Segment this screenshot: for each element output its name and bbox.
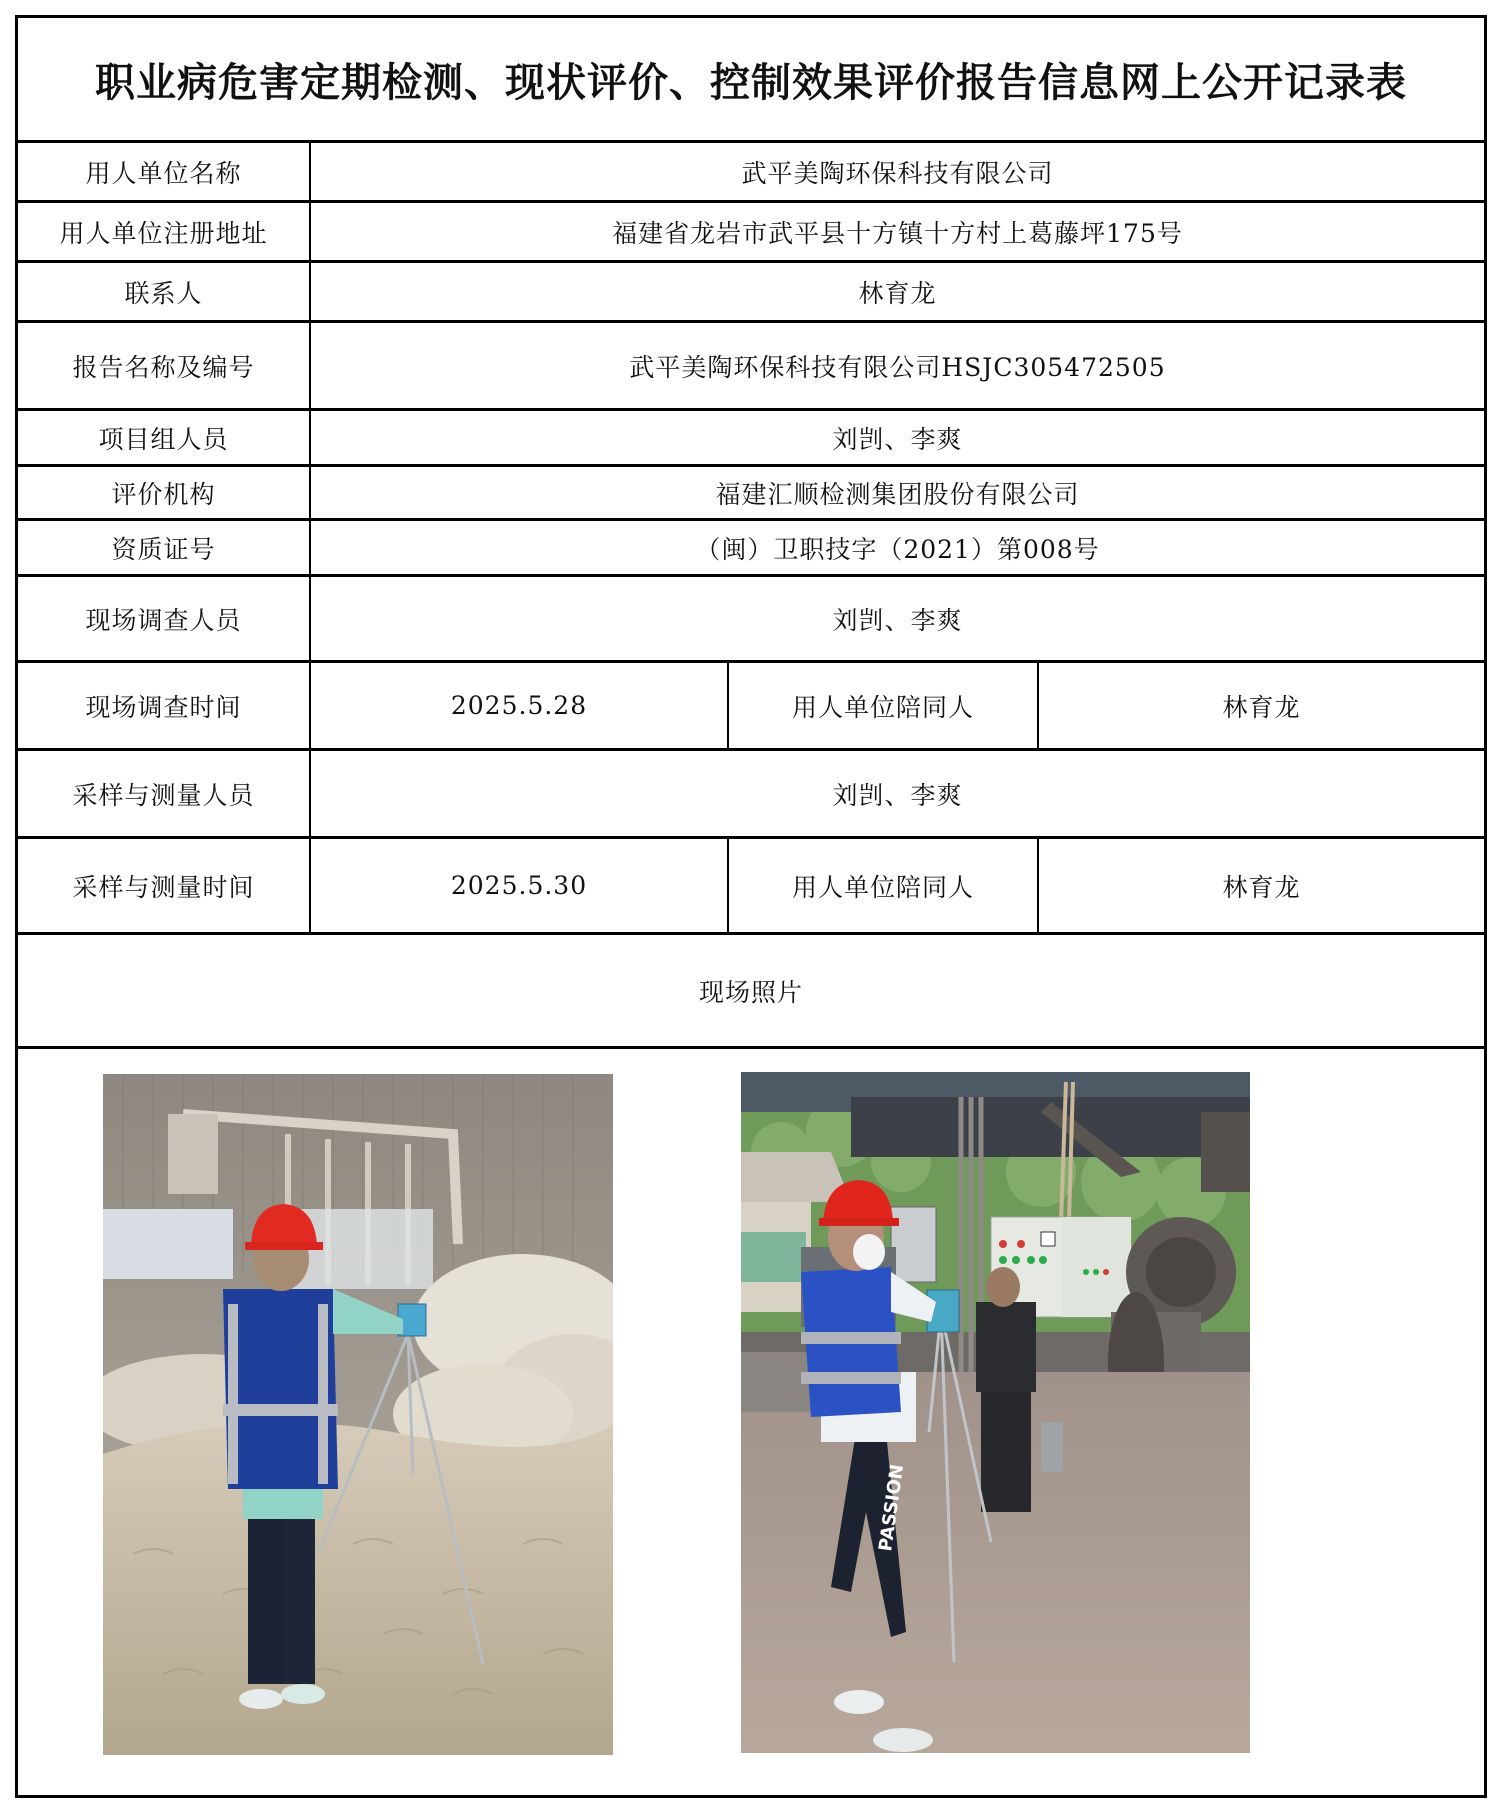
sampling-staff-value: 刘剀、李爽	[832, 780, 963, 810]
sampling-staff-label: 采样与测量人员	[18, 751, 311, 836]
row-project-team	[18, 411, 1484, 467]
project-team-label: 项目组人员	[18, 411, 311, 464]
row-contact	[18, 263, 1484, 323]
site-survey-companion-value: 林育龙	[1222, 692, 1301, 722]
contact-label: 联系人	[18, 263, 311, 320]
site-survey-time-label: 现场调查时间	[18, 663, 311, 748]
row-employer-address	[18, 203, 1484, 263]
site-photo-1	[103, 1074, 613, 1755]
title-row	[18, 18, 1484, 143]
report-name-label: 报告名称及编号	[18, 323, 311, 408]
site-photo-2	[741, 1072, 1250, 1753]
contact-value: 林育龙	[858, 278, 937, 308]
photos-heading: 现场照片	[698, 977, 803, 1007]
row-report-name	[18, 323, 1484, 411]
sampling-time-value: 2025.5.30	[311, 839, 729, 932]
project-team-value: 刘剀、李爽	[832, 424, 963, 454]
row-sampling-time	[18, 839, 1484, 935]
qualification-value: （闽）卫职技字（2021）第008号	[695, 534, 1100, 564]
report-name-value: 武平美陶环保科技有限公司HSJC305472505	[629, 352, 1166, 382]
row-photos-heading	[18, 935, 1484, 1049]
row-employer-name	[18, 143, 1484, 203]
employer-name-label: 用人单位名称	[18, 143, 311, 200]
row-site-survey-time	[18, 663, 1484, 751]
row-evaluation-org	[18, 467, 1484, 521]
site-survey-staff-label: 现场调查人员	[18, 577, 311, 660]
employer-address-value: 福建省龙岩市武平县十方镇十方村上葛藤坪175号	[612, 218, 1183, 248]
sampling-time-label: 采样与测量时间	[18, 839, 311, 932]
row-sampling-staff	[18, 751, 1484, 839]
site-survey-companion-label: 用人单位陪同人	[729, 663, 1039, 748]
evaluation-org-value: 福建汇顺检测集团股份有限公司	[715, 479, 1080, 509]
page-title: 职业病危害定期检测、现状评价、控制效果评价报告信息网上公开记录表	[95, 59, 1407, 106]
site-survey-staff-value: 刘剀、李爽	[832, 605, 963, 635]
sampling-companion-value: 林育龙	[1222, 872, 1301, 902]
employer-name-value: 武平美陶环保科技有限公司	[741, 158, 1054, 188]
employer-address-label: 用人单位注册地址	[18, 203, 311, 260]
row-site-survey-staff	[18, 577, 1484, 663]
qualification-label: 资质证号	[18, 521, 311, 574]
site-survey-time-value: 2025.5.28	[311, 663, 729, 748]
pants-text: PASSION	[875, 1462, 909, 1553]
site-photo-1-image	[103, 1074, 613, 1755]
site-photo-2-image	[741, 1072, 1250, 1753]
row-qualification	[18, 521, 1484, 577]
evaluation-org-label: 评价机构	[18, 467, 311, 518]
sampling-companion-label: 用人单位陪同人	[729, 839, 1039, 932]
